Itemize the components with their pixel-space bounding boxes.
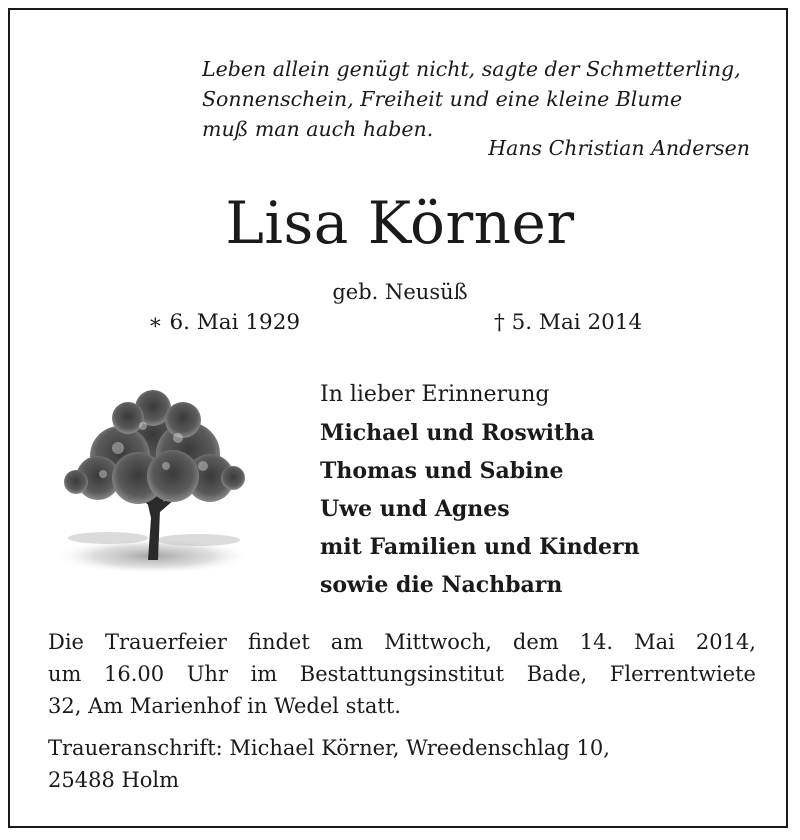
mourner-name: mit Familien und Kindern: [320, 534, 640, 560]
word: um: [48, 662, 82, 686]
word: 14.: [579, 630, 614, 654]
obituary-frame: [8, 8, 788, 828]
address-line: [48, 732, 756, 764]
mourner-name: Thomas und Sabine: [320, 458, 564, 484]
word: im: [250, 662, 278, 686]
quote-author: Hans Christian Andersen: [488, 136, 750, 160]
service-line: 32, Am Marienhof in Wedel statt.: [48, 694, 401, 718]
word: Mai: [634, 630, 675, 654]
deceased-name: Lisa Körner: [225, 189, 575, 257]
word: Körner,: [321, 736, 400, 760]
word: 16.00: [104, 662, 165, 686]
mourner-name: Uwe und Agnes: [320, 496, 510, 522]
tree-illustration: [48, 378, 258, 584]
word: Traueranschrift:: [48, 736, 223, 760]
word: dem: [512, 630, 559, 654]
word: am: [330, 630, 364, 654]
word: Trauerfeier: [104, 630, 227, 654]
word: Die: [48, 630, 84, 654]
quote-line: muß man auch haben.: [202, 117, 434, 141]
quote: [202, 54, 762, 144]
word: Mittwoch,: [384, 630, 492, 654]
word: 2014,: [695, 630, 756, 654]
mourning-address: [48, 732, 756, 796]
memory-intro: In lieber Erinnerung: [320, 382, 550, 407]
word: Wreedenschlag: [406, 736, 570, 760]
word: Flerrentwiete: [609, 662, 756, 686]
funeral-service-text: [48, 626, 756, 722]
service-line: [48, 626, 756, 658]
address-line: 25488 Holm: [48, 768, 180, 792]
word: Uhr: [186, 662, 228, 686]
mourner-name: Michael und Roswitha: [320, 420, 595, 446]
death-date: † 5. Mai 2014: [494, 310, 643, 335]
word: findet: [247, 630, 310, 654]
word: Bade,: [526, 662, 588, 686]
mourner-name: sowie die Nachbarn: [320, 572, 563, 598]
word: Bestattungsinstitut: [299, 662, 505, 686]
word: Michael: [229, 736, 315, 760]
service-line: [48, 658, 756, 690]
word: 10,: [576, 736, 610, 760]
quote-line: Sonnenschein, Freiheit und eine kleine Blume: [202, 87, 683, 111]
birth-date: ∗ 6. Mai 1929: [148, 310, 301, 335]
maiden-name: geb. Neusüß: [332, 280, 468, 304]
mourners-list: [320, 376, 640, 604]
quote-line: Leben allein genügt nicht, sagte der Schmetterling,: [202, 57, 741, 81]
